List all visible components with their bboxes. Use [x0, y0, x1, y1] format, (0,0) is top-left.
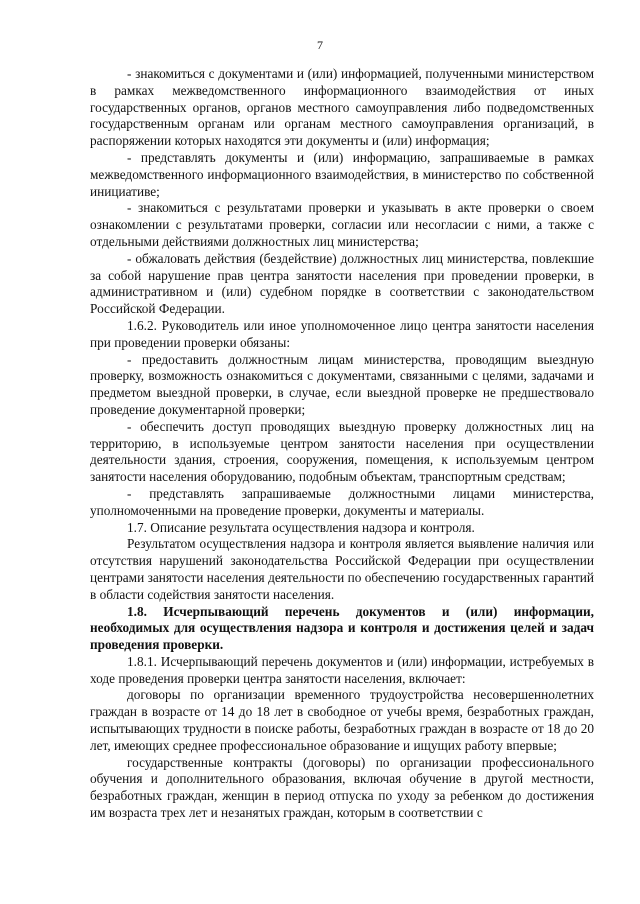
paragraph-result-description: Результатом осуществления надзора и контроля является выявление наличия или отсутствия нарушений законодательства Российской Федерации при осуществлении центрами занятости населения деятельности по обеспечению государственных гарантий в области содействия занятости населения.	[90, 536, 594, 602]
paragraph-right-to-review-documents: - знакомиться с документами и (или) информацией, полученными министерством в рамках межведомственного информационного взаимодействия от иных государственных органов, органов местного самоуправления либо подведомственных государственным органам или органам местного самоуправления организаций, в распоряжении которых находятся эти документы и (или) информация;	[90, 66, 594, 149]
paragraph-right-to-review-results: - знакомиться с результатами проверки и указывать в акте проверки о своем ознакомлении с результатами проверки, согласии или несогласии с ними, а также с отдельными действиями должностных лиц министерства;	[90, 200, 594, 249]
paragraph-duty-provide-territory-access: - обеспечить доступ проводящих выездную проверку должностных лиц на территорию, в используемые центром занятости населения при осуществлении деятельности здания, строения, сооружения, помещения, к используемым центром занятости населения оборудованию, подобным объектам, транспортным средствам;	[90, 418, 594, 485]
page-number: 7	[317, 38, 323, 52]
paragraph-state-contracts-training: государственные контракты (договоры) по организации профессионального обучения и дополнительного образования, включая обучение в другой местности, безработных граждан, женщин в период отпуска по уходу за ребенком до достижения им возраста трех лет и незанятых граждан, которым в соответствии с	[90, 754, 594, 821]
paragraph-1-6-2: 1.6.2. Руководитель или иное уполномоченное лицо центра занятости населения при проведении проверки обязаны:	[90, 317, 594, 350]
document-body	[90, 66, 594, 822]
paragraph-duty-provide-access-to-documents: - предоставить должностным лицам министерства, проводящим выездную проверку, возможность ознакомиться с документами, связанными с целями, задачами и предметом выездной проверки, в случае, если выездной проверке не предшествовало проведение документарной проверки;	[90, 351, 594, 417]
paragraph-right-to-appeal: - обжаловать действия (бездействие) должностных лиц министерства, повлекшие за собой нарушение прав центра занятости населения при проведении проверки, в административном и (или) судебном порядке в соответствии с законодательством Российской Федерации.	[90, 250, 594, 317]
paragraph-right-to-submit-documents: - представлять документы и (или) информацию, запрашиваемые в рамках межведомственного информационного взаимодействия, в министерство по собственной инициативе;	[90, 149, 594, 199]
section-heading-1-8: 1.8. Исчерпывающий перечень документов и (или) информации, необходимых для осуществления надзора и контроля и достижения целей и задач проведения проверки.	[90, 603, 594, 653]
paragraph-1-7: 1.7. Описание результата осуществления надзора и контроля.	[127, 519, 475, 535]
paragraph-1-8-1: 1.8.1. Исчерпывающий перечень документов и (или) информации, истребуемых в ходе проведения проверки центра занятости населения, включает:	[90, 653, 594, 686]
paragraph-temporary-employment-contracts: договоры по организации временного трудоустройства несовершеннолетних граждан в возрасте от 14 до 18 лет в свободное от учебы время, безработных граждан, испытывающих трудности в поиске работы, безработных граждан в возрасте от 18 до 20 лет, имеющих среднее профессиональное образование и ищущих работу впервые;	[90, 687, 594, 753]
paragraph-duty-submit-materials: - представлять запрашиваемые должностными лицами министерства, уполномоченными на проведение проверки, документы и материалы.	[90, 485, 594, 518]
